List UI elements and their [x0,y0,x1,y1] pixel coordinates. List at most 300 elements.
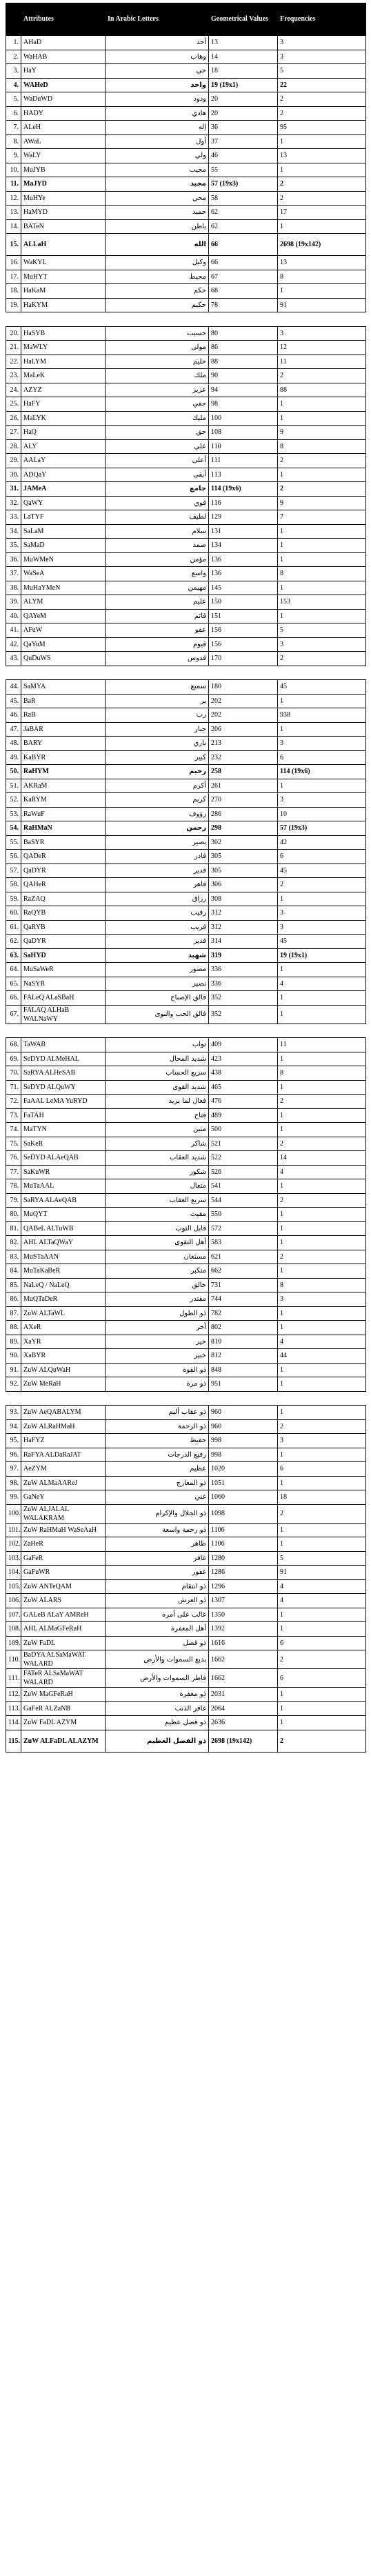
separator-cell [6,1024,366,1038]
table-row [6,64,366,79]
frequency: 13 [278,256,366,270]
row-number: 38. [6,581,21,595]
row-number: 12. [6,191,21,206]
attribute-transliteration: RaHMaN [21,821,106,836]
frequency: 2698 (19x142) [278,234,366,256]
geometrical-value: 66 [209,234,278,256]
geometrical-value: 1296 [209,1579,278,1594]
table-row [6,1688,366,1702]
table-row [6,694,366,708]
table-row [6,163,366,177]
frequency: 1 [278,539,366,553]
attribute-transliteration: HaY [21,64,106,79]
table-row [6,326,366,341]
geometrical-value: 258 [209,765,278,779]
attribute-arabic: كريم [106,793,209,808]
geometrical-value: 156 [209,637,278,652]
frequency: 1 [278,722,366,737]
frequency: 45 [278,680,366,695]
row-number: 47. [6,722,21,737]
table-row [6,1622,366,1637]
row-number: 110. [6,1650,21,1669]
row-number: 32. [6,496,21,510]
geometrical-value: 57 (19x3) [209,177,278,192]
frequency: 8 [278,439,366,454]
geometrical-value: 352 [209,991,278,1006]
frequency: 1 [278,1123,366,1137]
attribute-transliteration: SaRYA ALHeSAB [21,1066,106,1081]
frequency: 1 [278,1448,366,1462]
geometrical-value: 476 [209,1095,278,1109]
table-row [6,1377,366,1392]
row-number: 8. [6,134,21,149]
frequency: 6 [278,1669,366,1688]
attribute-arabic: قدير [106,863,209,878]
attribute-transliteration: AHL ALTaQWaY [21,1236,106,1250]
row-number: 42. [6,637,21,652]
geometrical-value: 2064 [209,1701,278,1716]
row-number: 65. [6,977,21,991]
table-header-row [6,3,366,36]
frequency: 1 [278,1688,366,1702]
table-row [6,439,366,454]
frequency: 10 [278,807,366,821]
attribute-transliteration: SeDYD ALAeQAB [21,1151,106,1166]
attribute-arabic: عظيم [106,1462,209,1477]
frequency: 45 [278,935,366,949]
attribute-transliteration: AKRaM [21,779,106,793]
table-row [6,1264,366,1279]
attribute-transliteration: WaKYL [21,256,106,270]
frequency: 1 [278,1537,366,1552]
table-row [6,482,366,497]
geometrical-value: 136 [209,552,278,567]
geometrical-value: 232 [209,750,278,765]
geometrical-value: 465 [209,1080,278,1095]
geometrical-value: 336 [209,963,278,977]
attribute-arabic: رقيب [106,906,209,921]
attribute-transliteration: MuQYT [21,1208,106,1222]
attribute-transliteration: RaHYM [21,765,106,779]
row-number: 109. [6,1636,21,1650]
frequency: 1 [278,1321,366,1335]
frequency: 2 [278,1095,366,1109]
row-number: 61. [6,920,21,935]
separator-cell [6,1391,366,1406]
table-row [6,1490,366,1505]
attribute-arabic: نصير [106,977,209,991]
attribute-transliteration: MuHYe [21,191,106,206]
attribute-transliteration: KaRYM [21,793,106,808]
geometrical-value: 583 [209,1236,278,1250]
attribute-arabic: ذو مغفرة [106,1688,209,1702]
attribute-transliteration: WaDuWD [21,92,106,107]
geometrical-value: 302 [209,835,278,850]
table-row [6,78,366,92]
table-row [6,637,366,652]
geometrical-value: 319 [209,948,278,963]
frequency: 1 [278,1005,366,1024]
row-number: 114. [6,1716,21,1730]
attribute-arabic: محيط [106,270,209,284]
attribute-arabic: سريع العقاب [106,1193,209,1208]
frequency: 1 [278,581,366,595]
row-number: 82. [6,1236,21,1250]
attribute-arabic: ذو فضل [106,1636,209,1650]
row-number: 79. [6,1193,21,1208]
table-row [6,1523,366,1537]
geometrical-value: 521 [209,1137,278,1151]
attribute-transliteration: KaBYR [21,750,106,765]
attribute-arabic: مصور [106,963,209,977]
geometrical-value: 409 [209,1038,278,1052]
table-row [6,539,366,553]
attribute-arabic: مقتدر [106,1292,209,1307]
attribute-transliteration: SaLaM [21,524,106,539]
attribute-transliteration: MuHYT [21,270,106,284]
geometrical-value: 206 [209,722,278,737]
row-number: 87. [6,1306,21,1321]
attribute-arabic: حفيظ [106,1434,209,1448]
frequency: 3 [278,737,366,751]
geometrical-value: 998 [209,1434,278,1448]
row-number: 98. [6,1476,21,1490]
geometrical-value: 662 [209,1264,278,1279]
table-row [6,750,366,765]
row-number: 53. [6,807,21,821]
frequency: 1 [278,1236,366,1250]
row-number: 92. [6,1377,21,1392]
frequency: 12 [278,341,366,355]
frequency: 2 [278,106,366,121]
attribute-transliteration: HaKaM [21,284,106,299]
attribute-arabic: ذو العرش [106,1594,209,1608]
frequency: 1 [278,1716,366,1730]
attributes-table [6,3,366,1753]
table-row [6,963,366,977]
geometrical-value: 314 [209,935,278,949]
attribute-arabic: أهل التقوى [106,1236,209,1250]
row-number: 62. [6,935,21,949]
attribute-transliteration: SaKuWR [21,1165,106,1179]
table-row [6,106,366,121]
attribute-transliteration: SaMYA [21,680,106,695]
frequency: 8 [278,270,366,284]
table-row [6,708,366,723]
row-number: 80. [6,1208,21,1222]
attribute-transliteration: MuTaAAL [21,1179,106,1194]
attribute-arabic: لطيف [106,510,209,525]
attribute-arabic: حكيم [106,298,209,312]
table-row [6,468,366,482]
attribute-arabic: وكيل [106,256,209,270]
geometrical-value: 848 [209,1363,278,1377]
geometrical-value: 1286 [209,1566,278,1580]
row-number: 22. [6,355,21,369]
geometrical-value: 1280 [209,1551,278,1566]
row-number: 54. [6,821,21,836]
frequency: 1 [278,1179,366,1194]
attribute-arabic: خير [106,1335,209,1349]
geometrical-value: 1392 [209,1622,278,1637]
geometrical-value: 802 [209,1321,278,1335]
frequency: 5 [278,64,366,79]
frequency: 42 [278,835,366,850]
table-row [6,177,366,192]
attribute-transliteration: FALeQ ALaSBaH [21,991,106,1006]
table-row [6,1608,366,1622]
frequency: 1 [278,411,366,426]
attribute-transliteration: MaLYK [21,411,106,426]
frequency: 114 (19x6) [278,765,366,779]
geometrical-value: 812 [209,1349,278,1364]
geometrical-value: 46 [209,149,278,163]
table-row [6,234,366,256]
frequency: 6 [278,1636,366,1650]
frequency: 3 [278,36,366,50]
frequency: 11 [278,1038,366,1052]
attribute-transliteration: ALeH [21,121,106,135]
geometrical-value: 110 [209,439,278,454]
table-row [6,383,366,397]
geometrical-value: 14 [209,50,278,64]
table-row [6,609,366,623]
attribute-transliteration: SaRYA ALAeQAB [21,1193,106,1208]
geometrical-value: 98 [209,397,278,412]
frequency: 9 [278,426,366,440]
table-row [6,1335,366,1349]
attribute-transliteration: MuSTaAAN [21,1250,106,1264]
table-row [6,426,366,440]
frequency: 1 [278,524,366,539]
table-row [6,1579,366,1594]
attribute-transliteration: AXeR [21,1321,106,1335]
table-row [6,1221,366,1236]
geometrical-value: 572 [209,1221,278,1236]
attribute-arabic: رحيم [106,765,209,779]
table-row [6,1038,366,1052]
frequency: 91 [278,1566,366,1580]
geometrical-value: 80 [209,326,278,341]
geometrical-value: 621 [209,1250,278,1264]
attribute-arabic: ملك [106,369,209,383]
table-row [6,1716,366,1730]
table-body [6,36,366,1753]
attribute-transliteration: BaDYA ALSaMaWAT WALARD [21,1650,106,1669]
attribute-arabic: أكرم [106,779,209,793]
attribute-arabic: واحد [106,78,209,92]
attribute-transliteration: MuTaKaBeR [21,1264,106,1279]
attribute-transliteration: AFuW [21,623,106,638]
frequency: 11 [278,355,366,369]
attribute-transliteration: FALAQ ALHaB WALNaWY [21,1005,106,1024]
table-row [6,1419,366,1434]
row-number: 3. [6,64,21,79]
geometrical-value: 202 [209,708,278,723]
table-row [6,1636,366,1650]
attribute-transliteration: FaTAH [21,1108,106,1123]
attribute-arabic: مؤمن [106,552,209,567]
frequency: 6 [278,1462,366,1477]
attribute-arabic: ظاهر [106,1537,209,1552]
table-row [6,906,366,921]
geometrical-value: 960 [209,1419,278,1434]
attribute-transliteration: BATeN [21,219,106,234]
attribute-arabic: مستعان [106,1250,209,1264]
attribute-transliteration: QaWY [21,496,106,510]
frequency: 2 [278,1250,366,1264]
geometrical-value: 305 [209,863,278,878]
attribute-transliteration: FaAAL LeMA YuRYD [21,1095,106,1109]
attribute-arabic: ذو المعارج [106,1476,209,1490]
attribute-arabic: ذو فضل عظيم [106,1716,209,1730]
frequency: 1 [278,1608,366,1622]
table-row [6,1080,366,1095]
row-number: 93. [6,1406,21,1420]
frequency: 2 [278,1730,366,1752]
geometrical-value: 108 [209,426,278,440]
geometrical-value: 94 [209,383,278,397]
table-row [6,191,366,206]
row-number: 35. [6,539,21,553]
row-number: 105. [6,1579,21,1594]
frequency: 17 [278,206,366,220]
table-row [6,206,366,220]
table-row [6,1193,366,1208]
attribute-arabic: شديد القوى [106,1080,209,1095]
attribute-arabic: مولى [106,341,209,355]
geometrical-value: 111 [209,454,278,468]
geometrical-value: 68 [209,284,278,299]
row-number: 67. [6,1005,21,1024]
attribute-transliteration: ZuW ALRaHMaH [21,1419,106,1434]
geometrical-value: 66 [209,256,278,270]
attribute-arabic: فعال لما يريد [106,1095,209,1109]
separator-cell [6,666,366,680]
attribute-arabic: جامع [106,482,209,497]
attribute-transliteration: QaRYB [21,920,106,935]
frequency: 1 [278,1622,366,1637]
table-row [6,1108,366,1123]
geometrical-value: 1662 [209,1650,278,1669]
attribute-arabic: باطن [106,219,209,234]
frequency: 1 [278,163,366,177]
table-row [6,1179,366,1194]
attribute-transliteration: MaJYD [21,177,106,192]
attribute-arabic: مهيمن [106,581,209,595]
row-number: 76. [6,1151,21,1166]
frequency: 44 [278,1349,366,1364]
row-number: 29. [6,454,21,468]
frequency: 1 [278,609,366,623]
geometrical-value: 129 [209,510,278,525]
row-number: 1. [6,36,21,50]
table-row [6,341,366,355]
attribute-transliteration: AWaL [21,134,106,149]
row-number: 85. [6,1278,21,1292]
attribute-transliteration: ZaHeR [21,1537,106,1552]
row-number: 43. [6,652,21,666]
frequency: 5 [278,623,366,638]
attribute-arabic: سميع [106,680,209,695]
table-row [6,878,366,892]
attribute-transliteration: SaHYD [21,948,106,963]
separator-cell [6,312,366,327]
row-number: 4. [6,78,21,92]
geometrical-value: 86 [209,341,278,355]
geometrical-value: 2636 [209,1716,278,1730]
table-row [6,1292,366,1307]
frequency: 1 [278,779,366,793]
attribute-arabic: خالق [106,1278,209,1292]
frequency: 3 [278,793,366,808]
geometrical-value: 170 [209,652,278,666]
table-row [6,284,366,299]
attribute-transliteration: QAHeR [21,878,106,892]
header-frequencies: Frequencies [278,3,366,36]
frequency: 4 [278,1165,366,1179]
attribute-transliteration: ZuW ALARS [21,1594,106,1608]
table-row [6,1730,366,1752]
geometrical-value: 998 [209,1448,278,1462]
frequency: 2 [278,454,366,468]
frequency: 1 [278,1306,366,1321]
geometrical-value: 20 [209,106,278,121]
row-number: 86. [6,1292,21,1307]
attribute-transliteration: HADY [21,106,106,121]
table-row [6,1005,366,1024]
attribute-arabic: شكور [106,1165,209,1179]
row-number: 97. [6,1462,21,1477]
attribute-arabic: سلام [106,524,209,539]
geometrical-value: 136 [209,567,278,581]
attribute-arabic: صمد [106,539,209,553]
attribute-arabic: حسيب [106,326,209,341]
geometrical-value: 306 [209,878,278,892]
row-number: 84. [6,1264,21,1279]
attribute-transliteration: RaZAQ [21,892,106,906]
attribute-transliteration: QuDuWS [21,652,106,666]
geometrical-value: 1616 [209,1636,278,1650]
table-row [6,1306,366,1321]
table-row [6,1208,366,1222]
frequency: 1 [278,552,366,567]
row-number: 115. [6,1730,21,1752]
row-number: 106. [6,1594,21,1608]
geometrical-value: 951 [209,1377,278,1392]
geometrical-value: 100 [209,411,278,426]
geometrical-value: 1106 [209,1537,278,1552]
table-row [6,1701,366,1716]
table-row [6,134,366,149]
attribute-transliteration: ADQaY [21,468,106,482]
attribute-arabic: جبار [106,722,209,737]
frequency: 6 [278,850,366,864]
geometrical-value: 286 [209,807,278,821]
table-row [6,765,366,779]
table-row [6,552,366,567]
geometrical-value: 62 [209,206,278,220]
frequency: 3 [278,906,366,921]
row-number: 83. [6,1250,21,1264]
attribute-arabic: ذو الجلال والإكرام [106,1504,209,1523]
row-number: 56. [6,850,21,864]
row-number: 55. [6,835,21,850]
table-row [6,369,366,383]
frequency: 1 [278,134,366,149]
attribute-arabic: متين [106,1123,209,1137]
attribute-transliteration: GaFuWR [21,1566,106,1580]
